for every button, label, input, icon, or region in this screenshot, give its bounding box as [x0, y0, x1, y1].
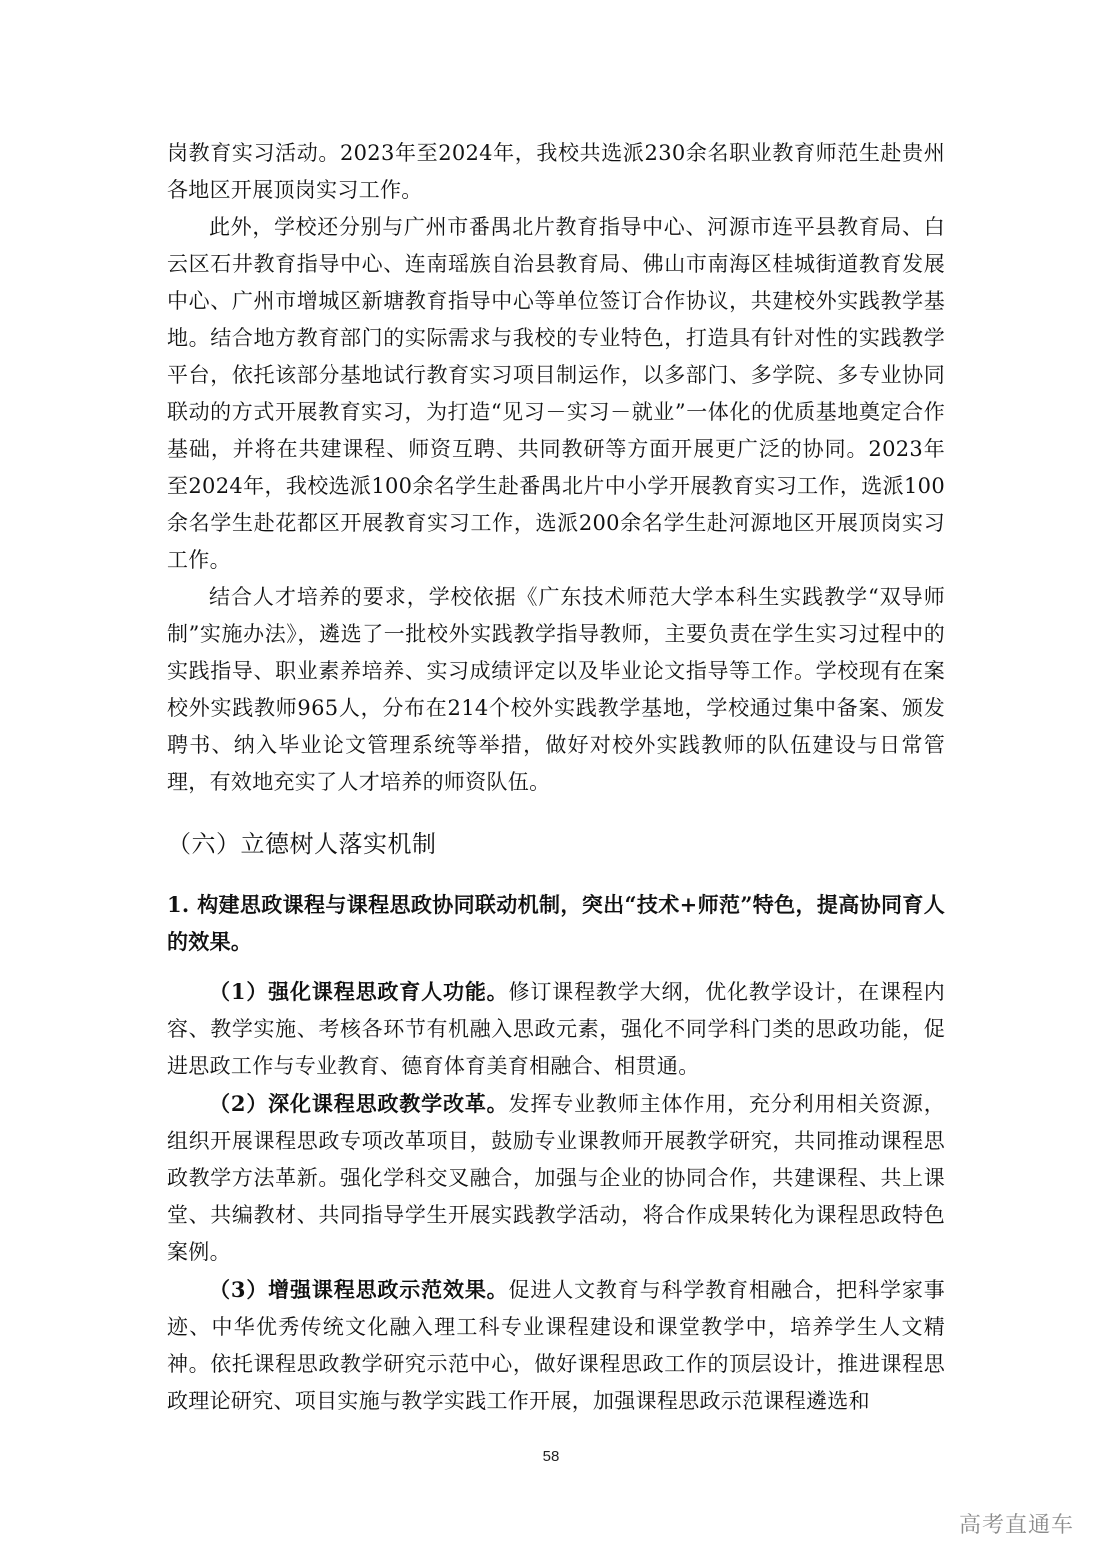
section-heading: （六）立德树人落实机制 [167, 830, 437, 858]
item-paragraph-1 [167, 973, 945, 1085]
item-paragraph-2 [167, 1085, 945, 1271]
spacer [167, 960, 945, 973]
item-text-1: 修订课程教学大纲，优化教学设计，在课程内容、教学实施、考核各环节有机融入思政元素，强化不同学科门类的思政功能，促进思政工作与专业教育、德育体育美育相融合、相贯通。 [167, 980, 946, 1078]
item-paragraph-3 [167, 1271, 945, 1420]
item-lead-1: （1）强化课程思政育人功能。 [209, 979, 509, 1004]
watermark: 高考直通车 [958, 1513, 1074, 1538]
item-lead-3: （3）增强课程思政示范效果。 [209, 1277, 509, 1302]
paragraph-continued: 岗教育实习活动。2023年至2024年，我校共选派230余名职业教育师范生赴贵州各地区开展顶岗实习工作。 [167, 141, 945, 202]
item-text-2: 发挥专业教师主体作用，充分利用相关资源，组织开展课程思政专项改革项目，鼓励专业课教师开展教学研究，共同推动课程思政教学方法革新。强化学科交叉融合，加强与企业的协同合作，共建课程、共上课堂、共编教材、共同指导学生开展实践教学活动，将合作成果转化为课程思政特色案例。 [167, 1092, 946, 1264]
paragraph-dual-mentor: 结合人才培养的要求，学校依据《广东技术师范大学本科生实践教学“双导师制”实施办法》，遴选了一批校外实践教学指导教师，主要负责在学生实习过程中的实践指导、职业素养培养、实习成绩评定以及毕业论文指导等工作。学校现有在案校外实践教师965人，分布在214个校外实践教学基地，学校通过集中备案、颁发聘书、纳入毕业论文管理系统等举措，做好对校外实践教师的队伍建设与日常管理，有效地充实了人才培养的师资队伍。 [167, 585, 945, 794]
sub-heading: 1. 构建思政课程与课程思政协同联动机制，突出“技术+师范”特色，提高协同育人的效果。 [167, 892, 945, 954]
paragraph-practice-bases: 此外，学校还分别与广州市番禺北片教育指导中心、河源市连平县教育局、白云区石井教育指导中心、连南瑶族自治县教育局、佛山市南海区桂城街道教育发展中心、广州市增城区新塘教育指导中心等单位签订合作协议，共建校外实践教学基地。结合地方教育部门的实际需求与我校的专业特色，打造具有针对性的实践教学平台，依托该部分基地试行教育实习项目制运作，以多部门、多学院、多专业协同联动的方式开展教育实习，为打造“见习－实习－就业”一体化的优质基地奠定合作基础，并将在共建课程、师资互聘、共同教研等方面开展更广泛的协同。2023年至2024年，我校选派100余名学生赴番禺北片中小学开展教育实习工作，选派100余名学生赴花都区开展教育实习工作，选派200余名学生赴河源地区开展顶岗实习工作。 [167, 215, 945, 572]
page-content [167, 135, 945, 1420]
page-number: 58 [542, 1448, 560, 1465]
item-text-3: 促进人文教育与科学教育相融合，把科学家事迹、中华优秀传统文化融入理工科专业课程建设和课堂教学中，培养学生人文精神。依托课程思政教学研究示范中心，做好课程思政工作的顶层设计，推进课程思政理论研究、项目实施与教学实践工作开展，加强课程思政示范课程遴选和 [167, 1278, 946, 1413]
item-lead-2: （2）深化课程思政教学改革。 [209, 1091, 509, 1116]
